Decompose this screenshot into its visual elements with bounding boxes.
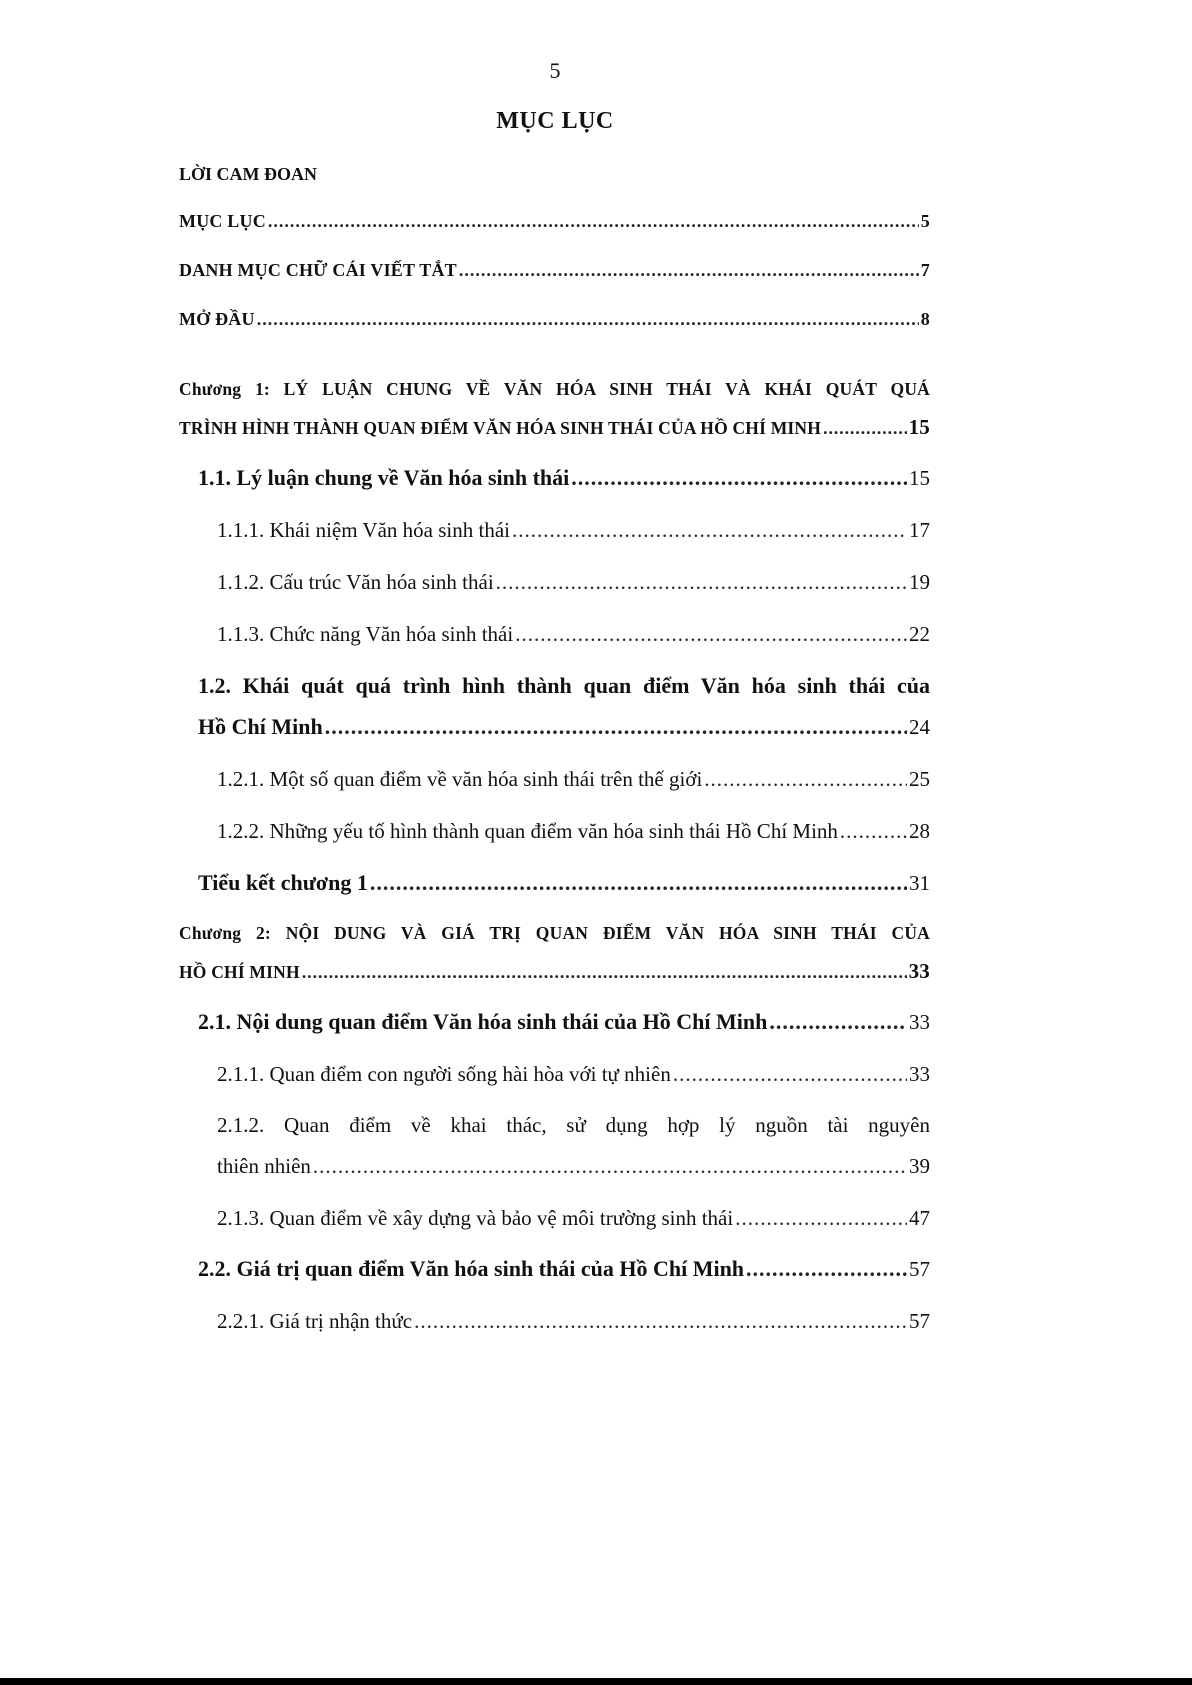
toc-entry-page: 22 <box>909 622 930 646</box>
toc-entry-page: 39 <box>909 1154 930 1178</box>
dot-leader <box>515 620 907 648</box>
toc-entry[interactable] <box>217 568 930 596</box>
toc-entry[interactable] <box>217 1152 930 1180</box>
toc-entry-text: HỒ CHÍ MINH <box>179 962 300 982</box>
toc-entry-page: 15 <box>909 466 930 490</box>
dot-leader <box>735 1204 907 1232</box>
toc-entry-page: 24 <box>909 715 930 739</box>
toc-entry[interactable] <box>217 1307 930 1335</box>
page-number: 5 <box>549 58 561 83</box>
dot-leader <box>746 1255 907 1283</box>
toc-entry[interactable] <box>179 207 930 235</box>
dot-leader <box>571 464 907 492</box>
toc-entry[interactable] <box>217 765 930 793</box>
toc-entry-text: TRÌNH HÌNH THÀNH QUAN ĐIỂM VĂN HÓA SINH THÁI CỦA HỒ CHÍ MINH <box>179 418 822 438</box>
toc-entry[interactable] <box>217 817 930 845</box>
toc-entry-page: 7 <box>920 260 930 280</box>
dot-leader <box>325 713 907 741</box>
dot-leader <box>313 1152 907 1180</box>
toc-entry[interactable] <box>217 516 930 544</box>
toc-entry-text: 1.1.1. Khái niệm Văn hóa sinh thái <box>217 518 510 542</box>
toc-entry[interactable] <box>198 1008 930 1036</box>
dot-leader <box>823 414 907 442</box>
toc-entry-text: 2.1.3. Quan điểm về xây dựng và bảo vệ môi trường sinh thái <box>217 1206 734 1230</box>
toc-entry[interactable] <box>179 256 930 284</box>
dot-leader <box>769 1008 907 1036</box>
toc-entry-page: 47 <box>909 1206 930 1230</box>
toc-entry[interactable] <box>198 1255 930 1283</box>
dot-leader <box>257 305 919 333</box>
toc-entry-page: 5 <box>920 211 930 231</box>
toc-entry-line1[interactable]: 2.1.2. Quan điểm về khai thác, sử dụng hợp lý nguồn tài nguyên <box>217 1113 930 1137</box>
toc-entry-text: Hồ Chí Minh <box>198 714 323 739</box>
toc-entry[interactable] <box>198 713 930 741</box>
toc-entry-page: 28 <box>909 819 930 843</box>
toc-entry-page: 25 <box>909 767 930 791</box>
dot-leader <box>704 765 907 793</box>
toc-entry-text: Tiểu kết chương 1 <box>198 870 368 895</box>
toc-entry-text: 2.2. Giá trị quan điểm Văn hóa sinh thái của Hồ Chí Minh <box>198 1256 745 1281</box>
toc-entry-line1[interactable]: Chương 2: NỘI DUNG VÀ GIÁ TRỊ QUAN ĐIỂM VĂN HÓA SINH THÁI CỦA <box>179 923 930 943</box>
dot-leader <box>512 516 907 544</box>
toc-entry[interactable] <box>217 1060 930 1088</box>
toc-entry-page: 17 <box>909 518 930 542</box>
toc-entry-text: 2.1.1. Quan điểm con người sống hài hòa với tự nhiên <box>217 1062 671 1086</box>
toc-entry-text: 2.2.1. Giá trị nhận thức <box>217 1309 413 1333</box>
toc-entry-text: 1.2.1. Một số quan điểm về văn hóa sinh thái trên thế giới <box>217 767 703 791</box>
toc-entry-text: MỞ ĐẦU <box>179 309 255 329</box>
toc-entry[interactable] <box>198 464 930 492</box>
toc-entry-page: 57 <box>909 1309 930 1333</box>
dot-leader <box>302 958 907 986</box>
dot-leader <box>268 207 919 235</box>
toc-entry-page: 33 <box>909 1010 930 1034</box>
dot-leader <box>840 817 907 845</box>
toc-entry-page: 33 <box>908 959 930 983</box>
dot-leader <box>673 1060 907 1088</box>
toc-entry[interactable] <box>217 1204 930 1232</box>
dot-leader <box>496 568 907 596</box>
toc-entry-page: 57 <box>909 1257 930 1281</box>
toc-entry[interactable] <box>217 620 930 648</box>
dot-leader <box>459 256 919 284</box>
toc-entry-line1[interactable]: Chương 1: LÝ LUẬN CHUNG VỀ VĂN HÓA SINH THÁI VÀ KHÁI QUÁT QUÁ <box>179 379 930 399</box>
dot-leader <box>414 1307 907 1335</box>
bottom-edge-bar <box>0 1678 1192 1685</box>
page-title: MỤC LỤC <box>496 108 614 134</box>
toc-entry[interactable] <box>179 957 930 986</box>
toc-entry-text: DANH MỤC CHỮ CÁI VIẾT TẮT <box>179 260 457 280</box>
toc-heading-declaration: LỜI CAM ĐOAN <box>179 164 317 184</box>
toc-entry-text: 1.1. Lý luận chung về Văn hóa sinh thái <box>198 465 570 490</box>
toc-entry-text: 1.2.2. Những yếu tố hình thành quan điểm văn hóa sinh thái Hồ Chí Minh <box>217 819 838 843</box>
toc-entry-page: 8 <box>920 309 930 329</box>
toc-entry[interactable] <box>198 869 930 897</box>
toc-entry-page: 33 <box>909 1062 930 1086</box>
toc-entry[interactable] <box>179 413 930 442</box>
toc-entry-line1[interactable]: 1.2. Khái quát quá trình hình thành quan điểm Văn hóa sinh thái của <box>198 673 930 698</box>
toc-entry-page: 15 <box>908 415 930 439</box>
toc-entry-text: thiên nhiên <box>217 1154 311 1178</box>
toc-entry-page: 31 <box>909 871 930 895</box>
toc-entry-text: 1.1.2. Cấu trúc Văn hóa sinh thái <box>217 570 494 594</box>
toc-entry-page: 19 <box>909 570 930 594</box>
toc-entry[interactable] <box>179 305 930 333</box>
toc-entry-text: 1.1.3. Chức năng Văn hóa sinh thái <box>217 622 514 646</box>
toc-entry-text: 2.1. Nội dung quan điểm Văn hóa sinh thái của Hồ Chí Minh <box>198 1009 768 1034</box>
toc-entry-text: MỤC LỤC <box>179 211 266 231</box>
dot-leader <box>370 869 907 897</box>
